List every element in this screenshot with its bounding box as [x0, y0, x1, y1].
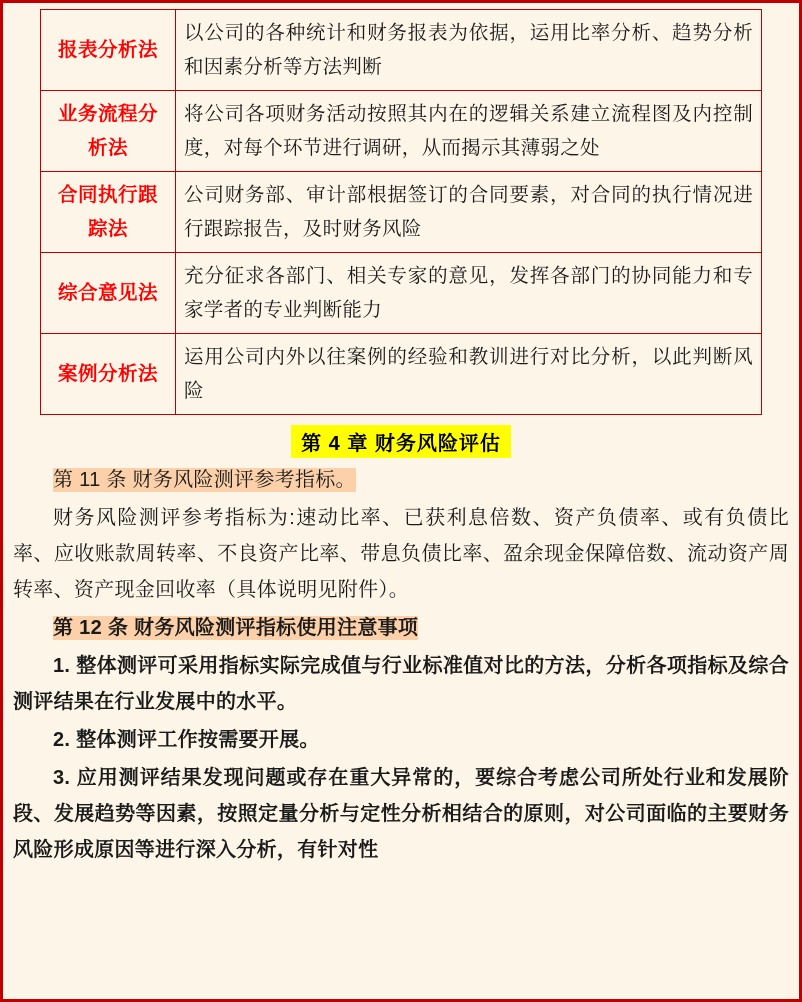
article-11-body: 财务风险测评参考指标为:速动比率、已获利息倍数、资产负债率、或有负债比率、应收账款周转率、不良资产比率、带息负债比率、盈余现金保障倍数、流动资产周转率、资产现金回收率（具体说明见附件）。 [13, 507, 789, 601]
table-row [41, 10, 762, 91]
method-description: 运用公司内外以往案例的经验和教训进行对比分析，以此判断风险 [176, 334, 762, 415]
method-description: 将公司各项财务活动按照其内在的逻辑关系建立流程图及内控制度，对每个环节进行调研，从而揭示其薄弱之处 [176, 91, 762, 172]
article-12-heading [13, 610, 789, 646]
article-12-item-1: 1. 整体测评可采用指标实际完成值与行业标准值对比的方法，分析各项指标及综合测评结果在行业发展中的水平。 [13, 655, 789, 713]
table-row [41, 172, 762, 253]
method-description: 公司财务部、审计部根据签订的合同要素，对合同的执行情况进行跟踪报告，及时财务风险 [176, 172, 762, 253]
page-content [3, 3, 799, 999]
risk-analysis-methods-table [40, 9, 762, 415]
article-12-item-3: 3. 应用测评结果发现问题或存在重大异常的，要综合考虑公司所处行业和发展阶段、发展趋势等因素，按照定量分析与定性分析相结合的原则，对公司面临的主要财务风险形成原因等进行深入分析，有针对性 [13, 767, 789, 861]
method-name: 报表分析法 [41, 10, 176, 91]
method-description: 充分征求各部门、相关专家的意见，发挥各部门的协同能力和专家学者的专业判断能力 [176, 253, 762, 334]
article-12-heading-text: 第 12 条 财务风险测评指标使用注意事项 [53, 617, 419, 639]
method-name: 合同执行跟踪法 [41, 172, 176, 253]
table-row [41, 91, 762, 172]
article-11-heading [13, 462, 789, 498]
method-name: 综合意见法 [41, 253, 176, 334]
method-description: 以公司的各种统计和财务报表为依据，运用比率分析、趋势分析和因素分析等方法判断 [176, 10, 762, 91]
article-12-item-2: 2. 整体测评工作按需要开展。 [53, 729, 320, 751]
table-row [41, 253, 762, 334]
chapter-heading-text: 第 4 章 财务风险评估 [291, 425, 511, 458]
method-name: 业务流程分析法 [41, 91, 176, 172]
chapter-heading [13, 425, 789, 458]
method-name: 案例分析法 [41, 334, 176, 415]
article-11-heading-text: 第 11 条 财务风险测评参考指标。 [53, 469, 356, 491]
table-row [41, 334, 762, 415]
